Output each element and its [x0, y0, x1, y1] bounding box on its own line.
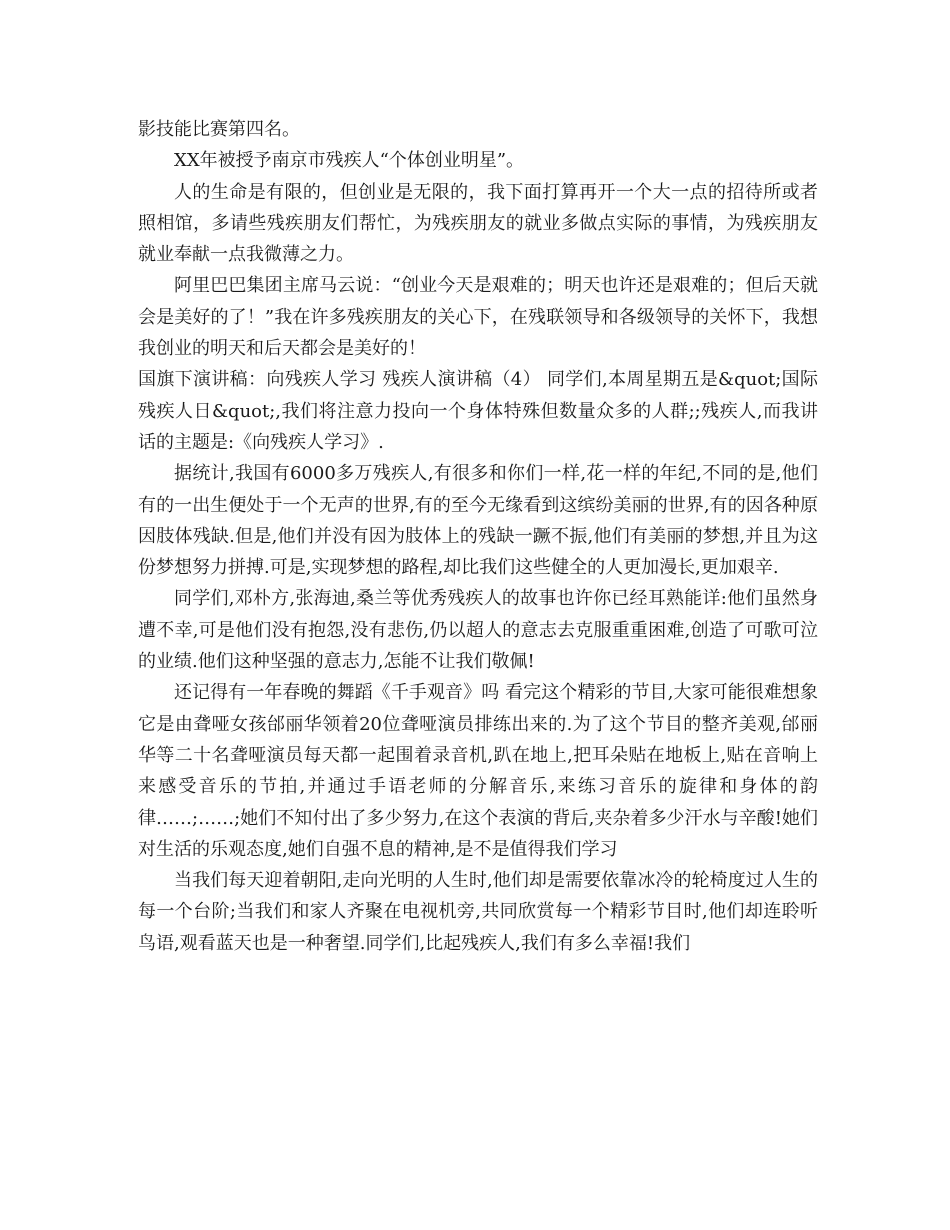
document-body: [138, 114, 818, 959]
paragraph-6: 据统计,我国有6000多万残疾人,有很多和你们一样,花一样的年纪,不同的是,他们有的一出生便处于一个无声的世界,有的至今无缘看到这缤纷美丽的世界,有的因各种原因肢体残缺.但是,他们并没有因为肢体上的残缺一蹶不振,他们有美丽的梦想,并且为这份梦想努力拼搏.可是,实现梦想的路程,却比我们这些健全的人更加漫长,更加艰辛.: [138, 463, 818, 579]
paragraph-3: 人的生命是有限的，但创业是无限的，我下面打算再开一个大一点的招待所或者照相馆，多请些残疾朋友们帮忙，为残疾朋友的就业多做点实际的事情，为残疾朋友就业奉献一点我微薄之力。: [138, 181, 818, 266]
paragraph-9: 当我们每天迎着朝阳,走向光明的人生时,他们却是需要依靠冰冷的轮椅度过人生的每一个台阶;当我们和家人齐聚在电视机旁,共同欣赏每一个精彩节目时,他们却连聆听鸟语,观看蓝天也是一种奢望.同学们,比起残疾人,我们有多么幸福!我们: [138, 870, 818, 954]
paragraph-5: 国旗下演讲稿：向残疾人学习 残疾人演讲稿（4） 同学们,本周星期五是&quot;国际残疾人日&quot;,我们将注意力投向一个身体特殊但数量众多的人群;;残疾人,而我讲话的主题是:《向残疾人学习》.: [138, 369, 818, 453]
paragraph-1: 影技能比赛第四名。: [138, 119, 300, 140]
paragraph-2: XX年被授予南京市残疾人“个体创业明星”。: [174, 150, 525, 172]
paragraph-8: 还记得有一年春晚的舞蹈《千手观音》吗 看完这个精彩的节目,大家可能很难想象它是由聋哑女孩邰丽华领着20位聋哑演员排练出来的.为了这个节目的整齐美观,邰丽华等二十名聋哑演员每天都一起围着录音机,趴在地上,把耳朵贴在地板上,贴在音响上来感受音乐的节拍,并通过手语老师的分解音乐,来练习音乐的旋律和身体的韵律……;……;她们不知付出了多少努力,在这个表演的背后,夹杂着多少汗水与辛酸!她们对生活的乐观态度,她们自强不息的精神,是不是值得我们学习: [138, 682, 818, 860]
paragraph-7: 同学们,邓朴方,张海迪,桑兰等优秀残疾人的故事也许你已经耳熟能详:他们虽然身遭不幸,可是他们没有抱怨,没有悲伤,仍以超人的意志去克服重重困难,创造了可歌可泣的业绩.他们这种坚强的意志力,怎能不让我们敬佩!: [138, 588, 818, 673]
paragraph-4: 阿里巴巴集团主席马云说：“创业今天是艰难的；明天也许还是艰难的；但后天就会是美好的了！”我在许多残疾朋友的关心下，在残联领导和各级领导的关怀下，我想我创业的明天和后天都会是美好的！: [138, 275, 818, 360]
